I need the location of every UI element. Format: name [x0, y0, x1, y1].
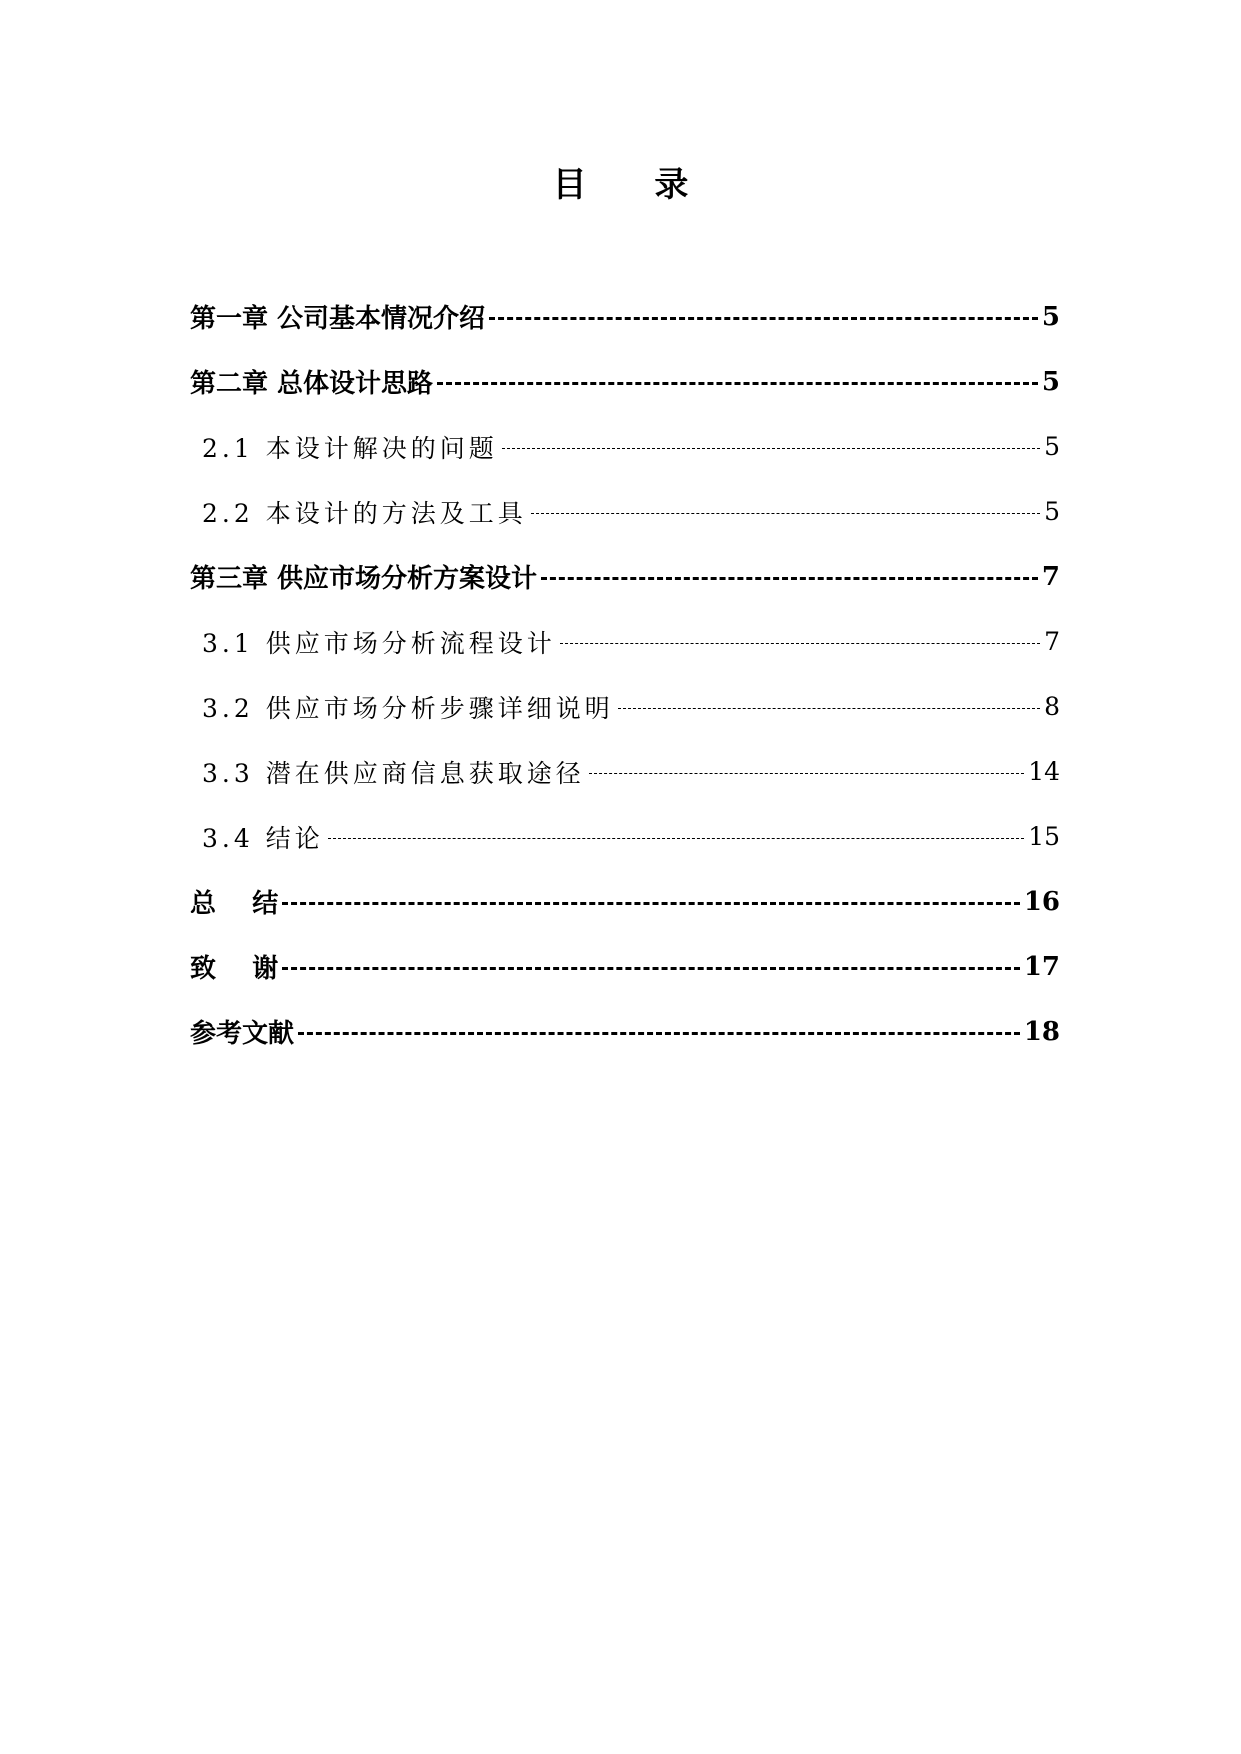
toc-dot-leader — [502, 448, 1040, 449]
toc-entry[interactable] — [190, 934, 1060, 999]
toc-page-number: 8 — [1044, 692, 1060, 721]
toc-dot-leader — [589, 773, 1024, 774]
toc-page-number: 14 — [1028, 757, 1060, 786]
toc-entry-label: 2.1 本设计解决的问题 — [202, 433, 498, 463]
toc-entry[interactable] — [190, 999, 1060, 1064]
toc-entry-label: 2.2 本设计的方法及工具 — [202, 498, 527, 528]
toc-page-number: 5 — [1044, 432, 1060, 461]
toc-entry[interactable] — [190, 349, 1060, 414]
toc-dot-leader — [437, 382, 1038, 385]
toc-dot-leader — [618, 708, 1040, 709]
toc-page-number: 16 — [1023, 886, 1060, 917]
toc-dot-leader — [282, 967, 1020, 970]
toc-page-number: 7 — [1044, 627, 1060, 656]
toc-page-number: 5 — [1044, 497, 1060, 526]
toc-page-number: 5 — [1041, 366, 1060, 397]
toc-entry[interactable] — [190, 414, 1060, 479]
toc-entry-label: 致 谢 — [190, 954, 279, 984]
toc-entry[interactable] — [190, 869, 1060, 934]
toc-dot-leader — [560, 643, 1040, 644]
toc-entry-label: 3.3 潜在供应商信息获取途径 — [202, 758, 585, 788]
toc-dot-leader — [489, 317, 1038, 320]
toc-dot-leader — [282, 902, 1020, 905]
toc-page-number: 5 — [1041, 301, 1060, 332]
toc-page-number: 18 — [1023, 1016, 1060, 1047]
toc-entry[interactable] — [190, 609, 1060, 674]
toc-entry-label: 第一章 公司基本情况介绍 — [190, 304, 486, 334]
toc-dot-leader — [328, 838, 1024, 839]
toc-entry[interactable] — [190, 739, 1060, 804]
toc-entry-label: 3.2 供应市场分析步骤详细说明 — [202, 693, 614, 723]
toc-page-number: 7 — [1041, 561, 1060, 592]
toc-dot-leader — [541, 577, 1038, 580]
toc-entry-label: 总 结 — [190, 889, 279, 919]
page-title: 目 录 — [552, 165, 717, 205]
toc-entry[interactable] — [190, 544, 1060, 609]
toc-entry-label: 参考文献 — [190, 1019, 295, 1049]
toc-entry-label: 3.4 结论 — [202, 823, 324, 853]
toc-entry-label: 第三章 供应市场分析方案设计 — [190, 564, 538, 594]
toc-page-number: 17 — [1023, 951, 1060, 982]
toc-entry[interactable] — [190, 479, 1060, 544]
toc-dot-leader — [531, 513, 1040, 514]
toc-entry[interactable] — [190, 284, 1060, 349]
toc-entry-label: 第二章 总体设计思路 — [190, 369, 434, 399]
toc-entry-label: 3.1 供应市场分析流程设计 — [202, 628, 556, 658]
toc-dot-leader — [298, 1032, 1020, 1035]
toc-page-number: 15 — [1028, 822, 1060, 851]
table-of-contents — [190, 284, 1060, 1064]
toc-entry[interactable] — [190, 674, 1060, 739]
toc-entry[interactable] — [190, 804, 1060, 869]
